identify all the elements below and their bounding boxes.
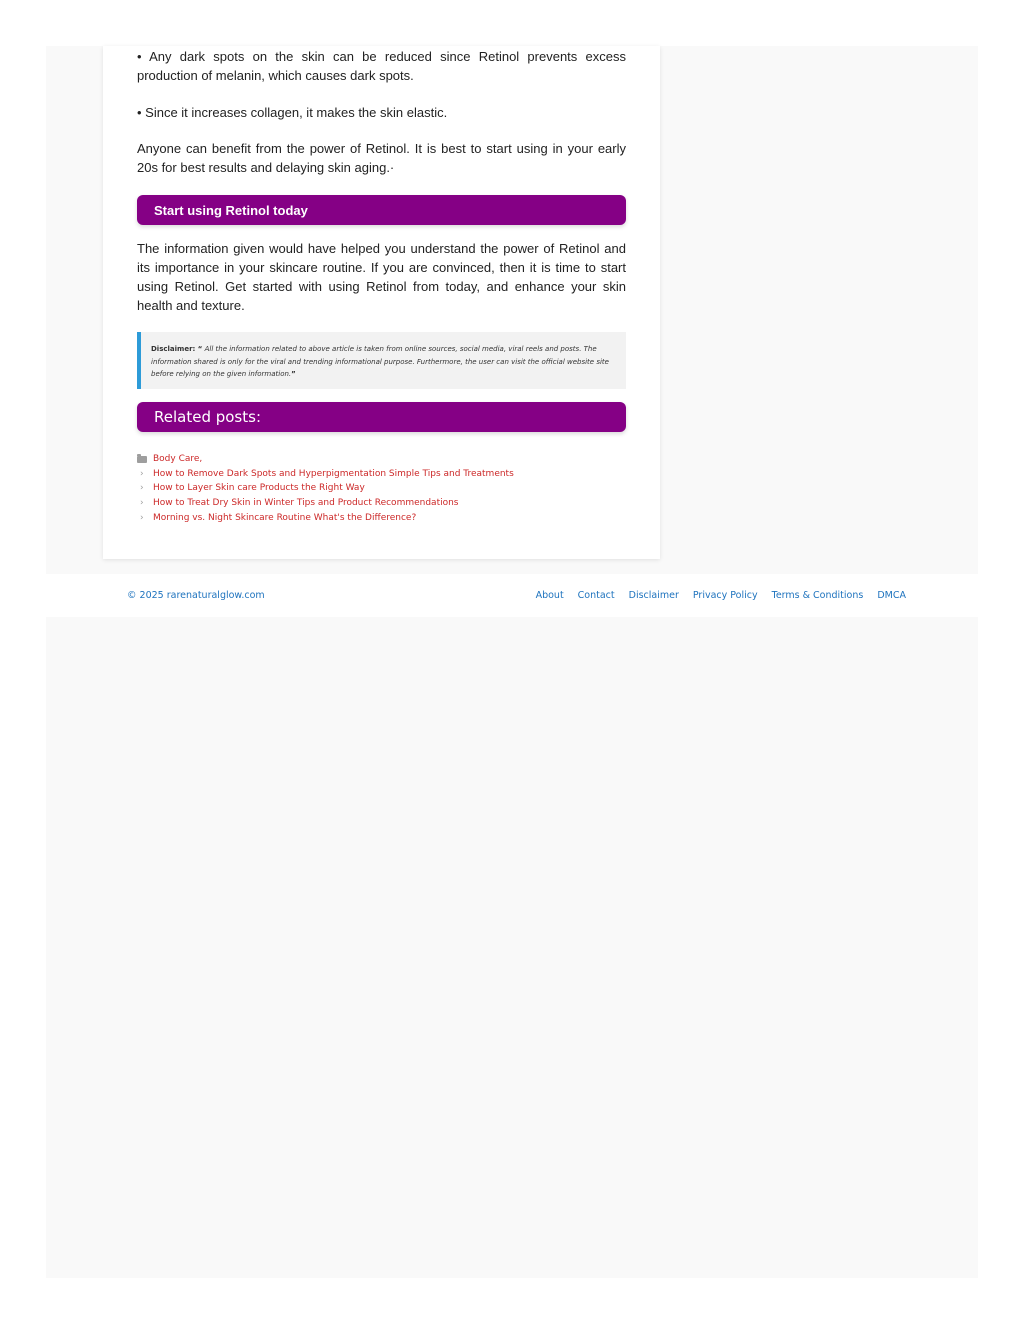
disclaimer-text: All the information related to above article is taken from online sources, social media, viral reels and posts. The information shared is only for the viral and trending informational purpose. Furthermore, the user can visit the official website site before relying on the given information.: [151, 345, 609, 378]
related-link-row: [137, 511, 626, 526]
section-heading-text: Start using Retinol today: [154, 202, 308, 218]
related-link-row: [137, 481, 626, 496]
footer-link-privacy-policy[interactable]: Privacy Policy: [692, 590, 758, 601]
footer-link-disclaimer[interactable]: Disclaimer: [628, 590, 679, 601]
disclaimer-label: Disclaimer:: [151, 345, 196, 353]
footer-copyright[interactable]: © 2025 rarenaturalglow.com: [127, 590, 265, 601]
category-link-body-care[interactable]: Body Care,: [153, 454, 203, 464]
chevron-right-icon: ›: [140, 468, 144, 479]
related-link-layer-skincare[interactable]: How to Layer Skin care Products the Right Way: [153, 483, 365, 494]
related-posts-heading: [137, 402, 626, 432]
related-link-row: [137, 496, 626, 511]
chevron-right-icon: ›: [140, 483, 144, 494]
category-row: [137, 452, 626, 467]
related-link-morning-night[interactable]: Morning vs. Night Skincare Routine What's the Difference?: [153, 512, 417, 523]
footer-link-dmca[interactable]: DMCA: [877, 590, 906, 601]
footer-link-contact[interactable]: Contact: [577, 590, 615, 601]
folder-icon: [137, 456, 147, 463]
related-link-dark-spots[interactable]: How to Remove Dark Spots and Hyperpigmentation Simple Tips and Treatments: [153, 468, 514, 479]
paragraph-conclusion: The information given would have helped you understand the power of Retinol and its importance in your skincare routine. If you are convinced, then it is time to start using Retinol. Get started with using Retinol from today, and enhance your skin health and texture.: [137, 241, 626, 313]
related-posts-heading-text: Related posts:: [154, 408, 261, 426]
section-heading-start-retinol: [137, 195, 626, 225]
related-link-row: [137, 467, 626, 482]
paragraph-benefit: Anyone can benefit from the power of Retinol. It is best to start using in your early 20s for best results and delaying skin aging.·: [137, 141, 626, 175]
site-footer: [46, 574, 978, 617]
chevron-right-icon: ›: [140, 498, 144, 509]
bullet-dark-spots: • Any dark spots on the skin can be reduced since Retinol prevents excess production of melanin, which causes dark spots.: [137, 49, 626, 83]
disclaimer-box: [137, 332, 626, 389]
disclaimer-open-quote: “: [195, 345, 203, 353]
footer-nav: [522, 590, 906, 601]
bullet-collagen: • Since it increases collagen, it makes the skin elastic.: [137, 105, 448, 120]
chevron-right-icon: ›: [140, 512, 144, 523]
footer-link-about[interactable]: About: [535, 590, 564, 601]
related-link-dry-skin-winter[interactable]: How to Treat Dry Skin in Winter Tips and Product Recommendations: [153, 498, 459, 509]
footer-link-terms[interactable]: Terms & Conditions: [771, 590, 864, 601]
disclaimer-close-quote: ”: [291, 370, 296, 378]
post-meta: [137, 452, 626, 526]
